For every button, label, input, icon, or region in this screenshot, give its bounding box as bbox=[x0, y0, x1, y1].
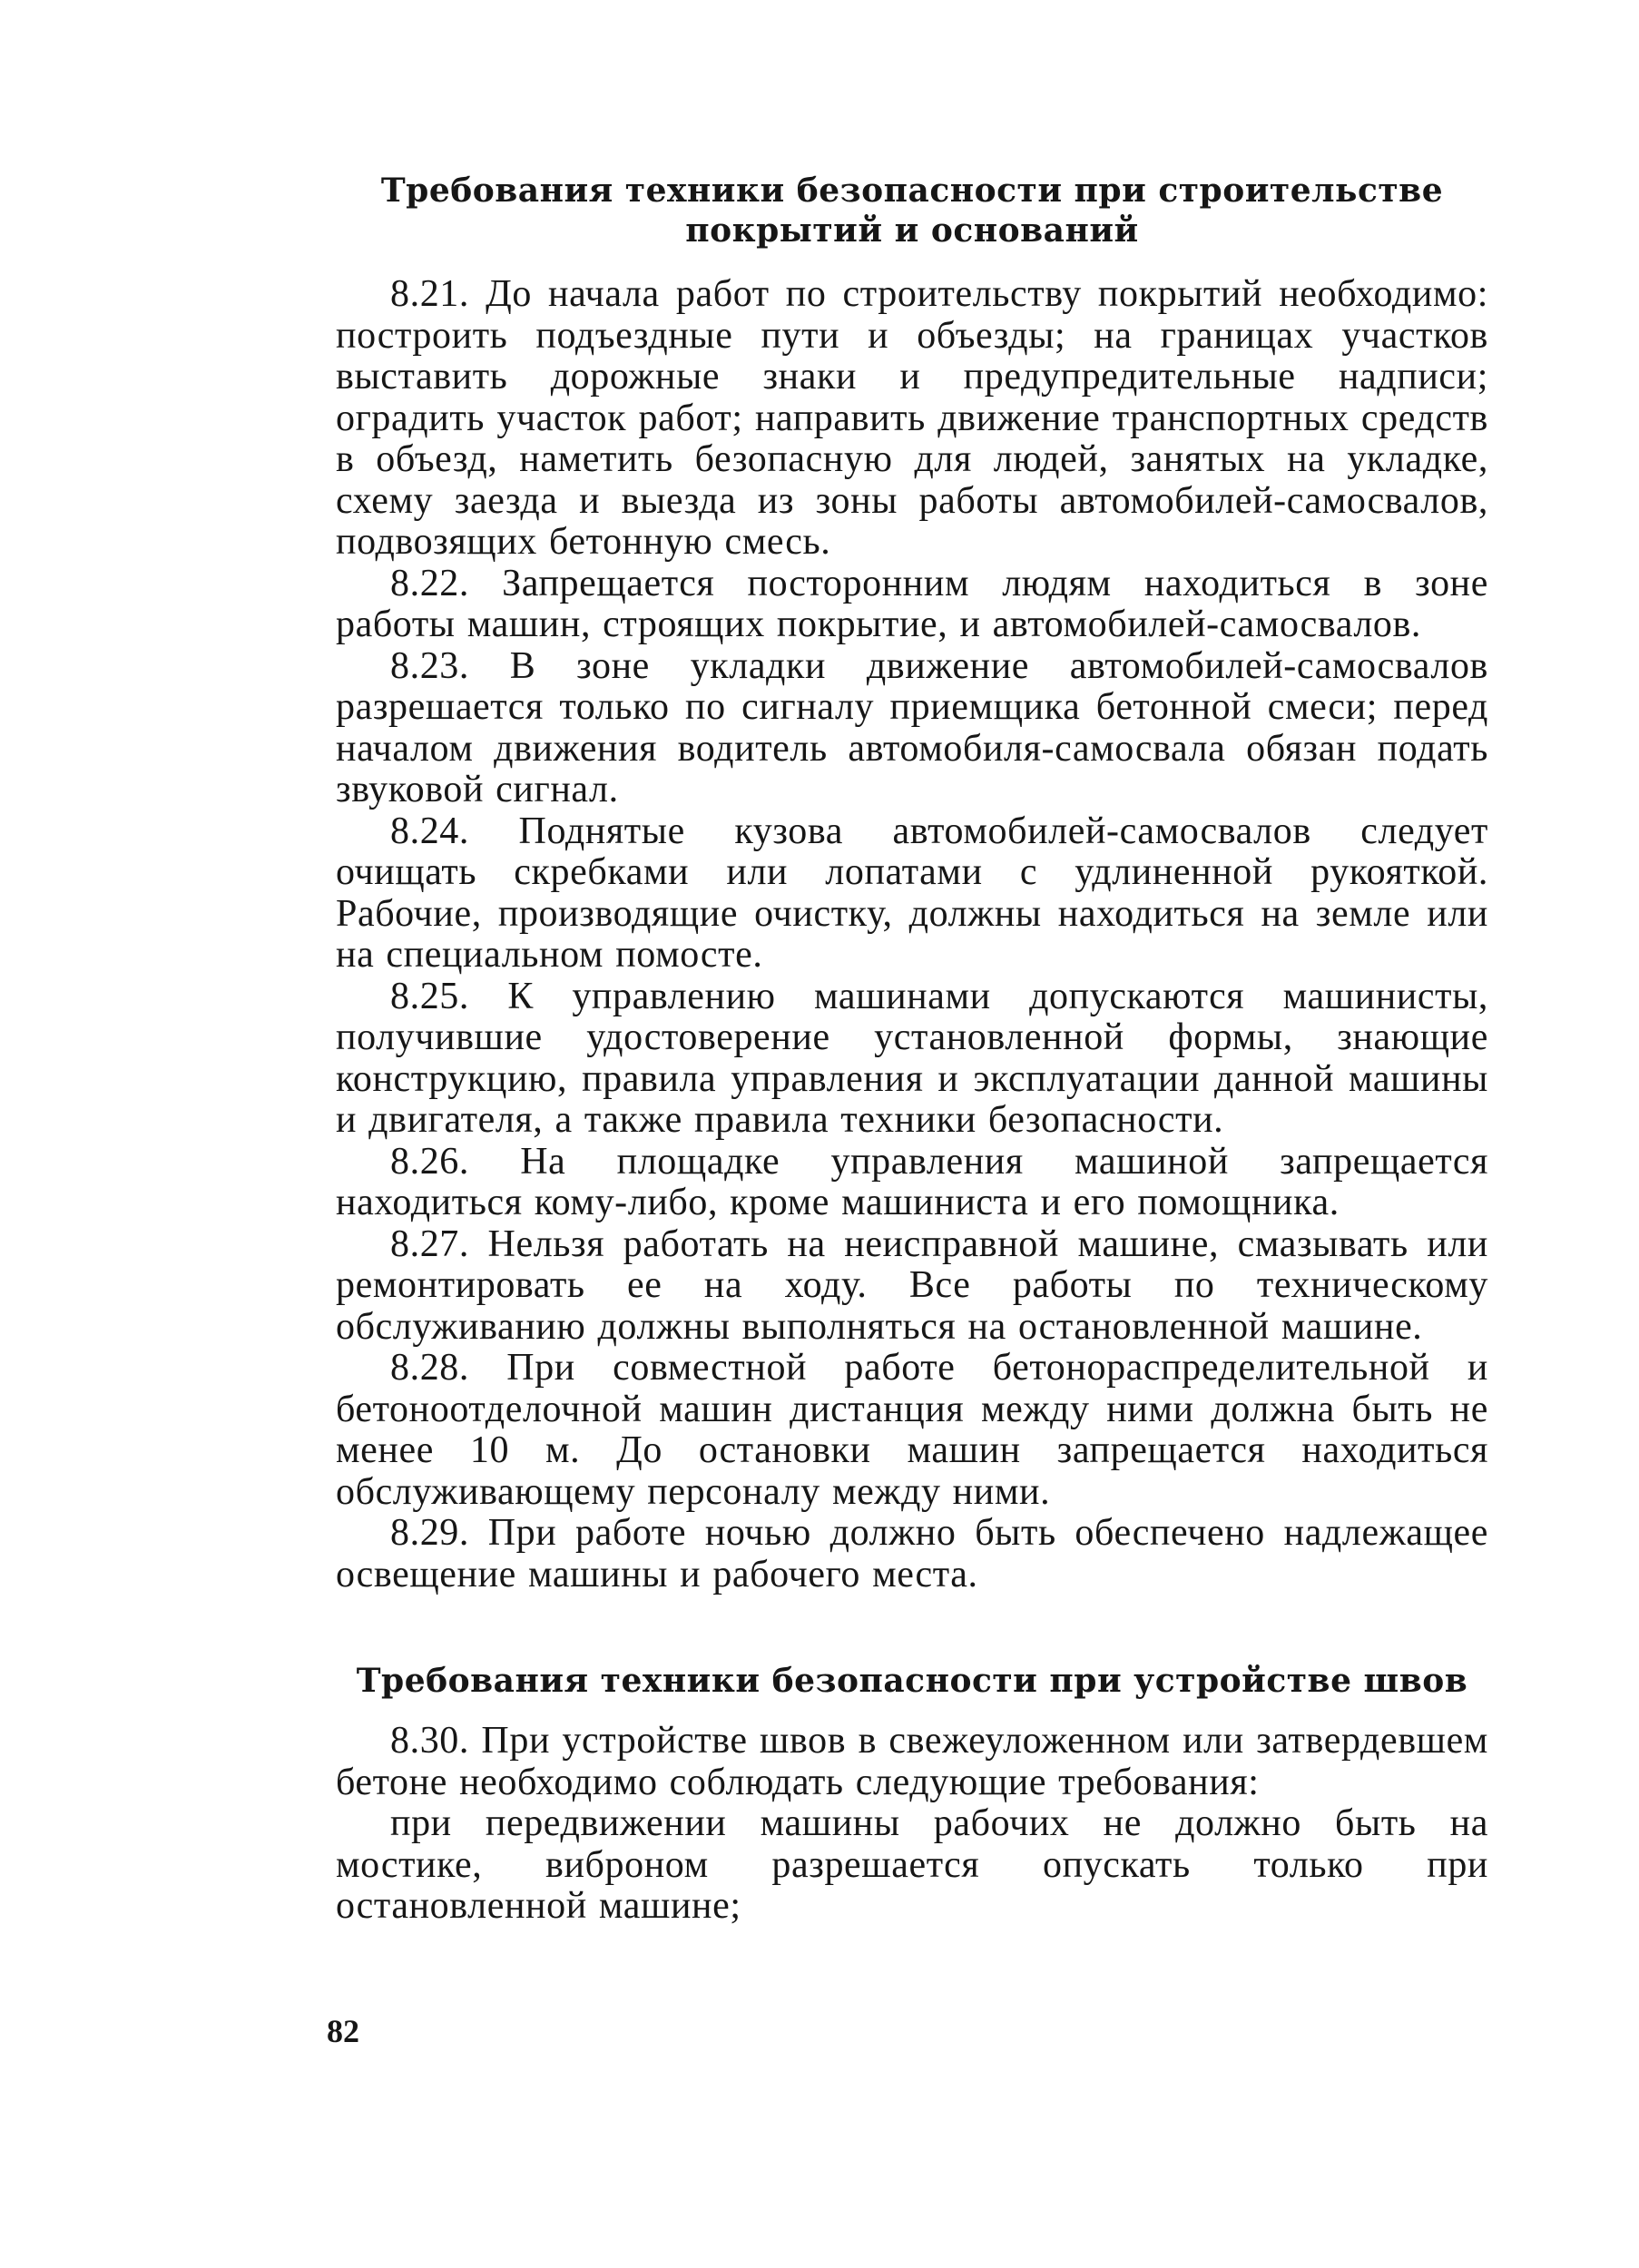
paragraph-8-25: 8.25. К управлению машинами допускаются машинисты, получившие удостоверение установленной формы, знающие конструкцию, правила управления и эксплуатации данной машины и двигателя, а также правила техники безопасности. bbox=[336, 975, 1488, 1141]
paragraph-8-27: 8.27. Нельзя работать на неисправной машине, смазывать или ремонтировать ее на ходу. Все работы по техническому обслуживанию должны выполняться на остановленной машине. bbox=[336, 1222, 1488, 1348]
section-heading-1: Требования техники безопасности при строительстве покрытий и оснований bbox=[380, 172, 1444, 250]
paragraph-8-23: 8.23. В зоне укладки движение автомобилей-самосвалов разрешается только по сигналу приемщика бетонной смеси; перед началом движения водитель автомобиля-самосвала обязан подать звуковой сигнал. bbox=[336, 644, 1488, 810]
paragraph-8-24: 8.24. Поднятые кузова автомобилей-самосвалов следует очищать скребками или лопатами с удлиненной рукояткой. Рабочие, производящие очистку, должны находиться на земле или на специальном помосте. bbox=[336, 810, 1488, 976]
document-page bbox=[336, 171, 1488, 1928]
paragraph-8-30-item: при передвижении машины рабочих не должно быть на мостике, виброном разрешается опускать только при остановленной машине; bbox=[336, 1802, 1488, 1927]
paragraph-8-21: 8.21. До начала работ по строительству покрытий необходимо: построить подъездные пути и объезды; на границах участков выставить дорожные знаки и предупредительные надписи; оградить участок работ; направить движение транспортных средств в объезд, наметить безопасную для людей, занятых на укладке, схему заезда и выезда из зоны работы автомобилей-самосвалов, подвозящих бетонную смесь. bbox=[336, 273, 1488, 563]
paragraph-8-22: 8.22. Запрещается посторонним людям находиться в зоне работы машин, строящих покрытие, и автомобилей-самосвалов. bbox=[336, 562, 1488, 645]
page-number: 82 bbox=[327, 2013, 359, 2049]
paragraph-8-26: 8.26. На площадке управления машиной запрещается находиться кому-либо, кроме машиниста и его помощника. bbox=[336, 1140, 1488, 1223]
section-heading-2: Требования техники безопасности при устройстве швов bbox=[356, 1662, 1468, 1700]
paragraph-8-30: 8.30. При устройстве швов в свежеуложенном или затвердевшем бетоне необходимо соблюдать следующие требования: bbox=[336, 1720, 1488, 1803]
paragraph-8-29: 8.29. При работе ночью должно быть обеспечено надлежащее освещение машины и рабочего места. bbox=[336, 1512, 1488, 1595]
paragraph-8-28: 8.28. При совместной работе бетонораспределительной и бетоноотделочной машин дистанция между ними должна быть не менее 10 м. До остановки машин запрещается находиться обслуживающему персоналу между ними. bbox=[336, 1347, 1488, 1513]
